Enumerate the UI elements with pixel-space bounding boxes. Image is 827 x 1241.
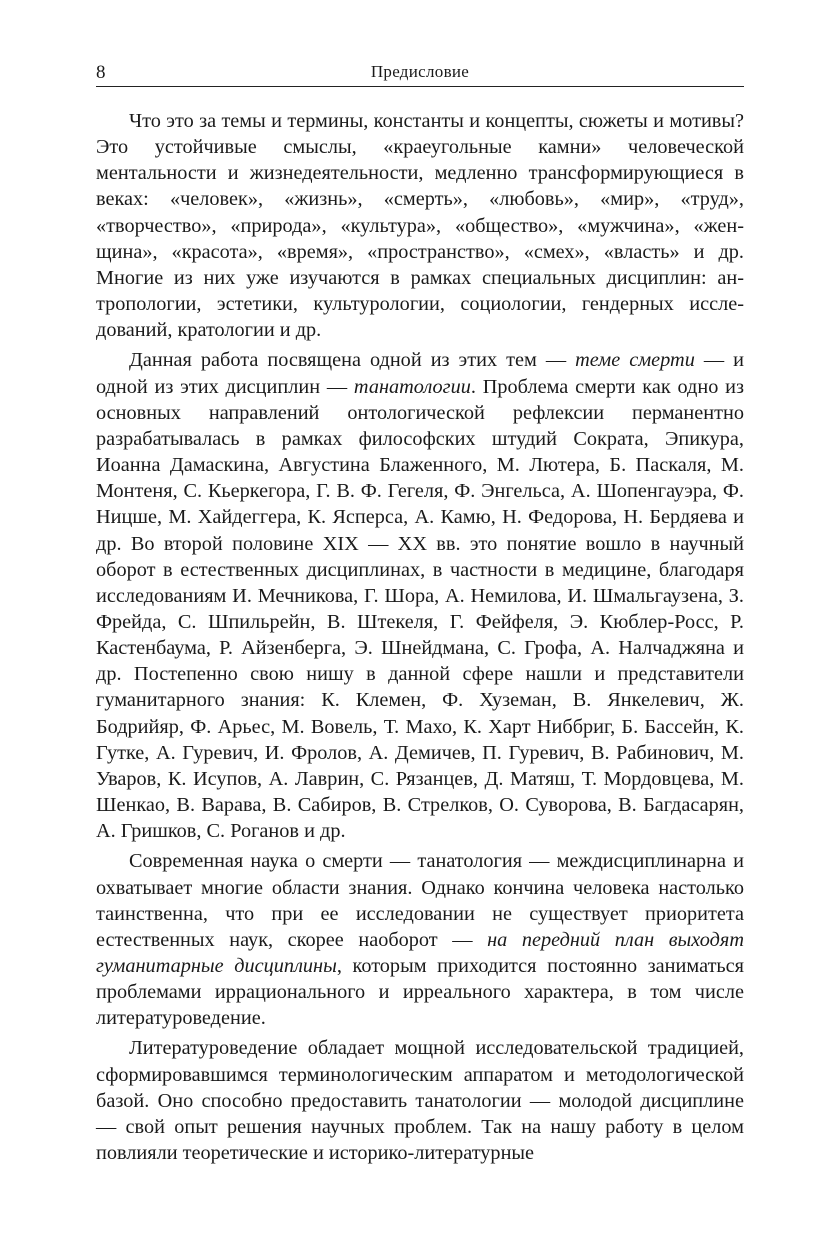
paragraph-3	[96, 848, 744, 1031]
paragraph-2	[96, 347, 744, 844]
paragraph-text: Современная наука о смерти — танатология — междисциплинарна и охватывает многие области знания. Однако кончина человека настолько таинственна, что при ее исследовании не существует приоритета естественных наук, скорее наоборот —	[96, 850, 744, 951]
paragraph-text: — и одной из этих дисциплин —	[96, 349, 744, 398]
paragraph-text: Литературоведение обладает мощной исследовательской традицией, сформировавшимся терминологическим аппаратом и методологической базой. Оно способно предоставить танатологии — молодой дисциплине — свой опыт решения научных проблем. Так на нашу работу в целом повлияли теоретические и историко-литературные	[96, 1037, 744, 1165]
italic-term: теме смерти	[575, 349, 695, 372]
paragraph-1	[96, 108, 744, 343]
paragraph-text: , которым приходится постоянно заниматься проблемами иррационального и ирреального характера, в том числе литературоведение.	[96, 955, 745, 1030]
paragraph-text: Что это за темы и термины, константы и концепты, сюжеты и мотивы? Это устойчивые смыслы, «краеугольные камни» человеческой ментальности и жизнедеятельности, медленно трансформирующиеся в веках: «человек», «жизнь», «смерть», «любовь», «мир», «труд», «творчество», «природа», «культура», «общество», «мужчина», «женщина», «красота», «время», «пространство», «смех», «власть» и др. Многие из них уже изучаются в рамках специальных дисциплин: антропологии, эстетики, культурологии, социологии, гендерных исследований, кратологии и др.	[96, 110, 744, 342]
page-body	[96, 108, 744, 1166]
page-header	[96, 62, 744, 87]
paragraph-text: . Проблема смерти как одно из основных направлений онтологической рефлексии перманентно разрабатывалась в рамках философских штудий Сократа, Эпикура, Иоанна Дамаскина, Августина Блаженного, М. Лютера, Б. Паскаля, М. Монтеня, С. Кьеркегора, Г. В. Ф. Гегеля, Ф. Энгельса, А. Шопенгауэра, Ф. Ницше, М. Хайдеггера, К. Ясперса, А. Камю, Н. Федорова, Н. Бердяева и др. Во второй половине XIX — XX вв. это понятие вошло в научный оборот в естественных дисциплинах, в частности в медицине, благодаря исследованиям И. Мечникова, Г. Шора, А. Немилова, И. Шмальгаузена, З. Фрейда, С. Шпильрейн, В. Штекеля, Г. Фейфеля, Э. Кюблер-Росс, Р. Кастенбаума, Р. Айзенберга, Э. Шнейдмана, С. Грофа, А. Налчаджяна и др. Постепенно свою нишу в данной сфере нашли и представители гуманитарного знания: К. Клемен, Ф. Хуземан, В. Янкелевич, Ж. Бодрийяр, Ф. Арьес, М. Вовель, Т. Махо, К. Харт Ниббриг, Б. Бассейн, К. Гутке, А. Гуревич, И. Фролов, А. Демичев, П. Гуревич, В. Рабинович, М. Уваров, К. Исупов, А. Лаврин, С. Рязанцев, Д. Матяш, Т. Мордовцева, М. Шенкао, В. Варава, В. Сабиров, В. Стрелков, О. Суворова, В. Багдасарян, А. Гришков, С. Роганов и др.	[96, 375, 744, 843]
paragraph-4	[96, 1035, 744, 1166]
paragraph-text: Данная работа посвящена одной из этих тем —	[129, 349, 576, 372]
page-number: 8	[96, 62, 106, 83]
italic-term: танатологии	[353, 375, 471, 398]
italic-phrase: на передний план выходят гуманитарные дисциплины	[96, 928, 744, 977]
running-title: Предисловие	[370, 62, 470, 81]
